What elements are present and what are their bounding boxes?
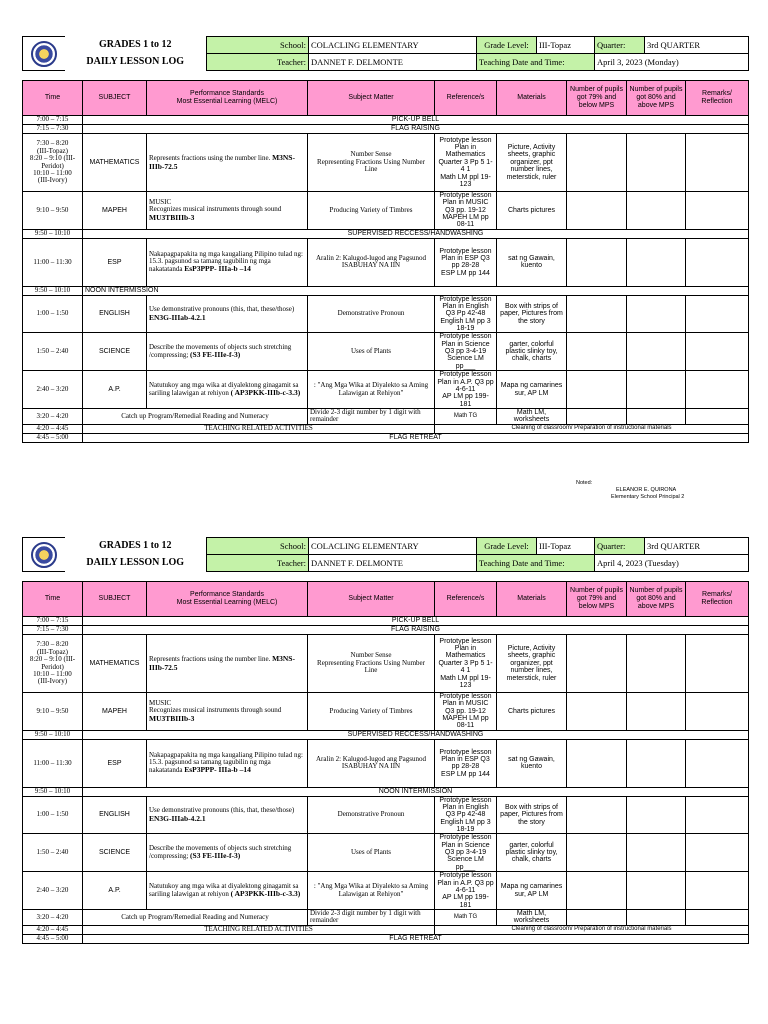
- lesson-log-1: [22, 36, 748, 443]
- table-row: [23, 371, 749, 409]
- empty-cell: [627, 872, 686, 910]
- table-row: [23, 635, 749, 693]
- time-cell: 7:30 – 8:20 (III-Topaz) 8:20 – 9:10 (III-Peridot) 10:10 – 11:00 (III-Ivory): [23, 635, 83, 693]
- column-header: Performance Standards Most Essential Learning (MELC): [147, 81, 308, 116]
- table-row: [23, 134, 749, 192]
- deped-seal-icon: [31, 542, 57, 568]
- table-row: [23, 617, 749, 626]
- subject-cell: MAPEH: [83, 693, 147, 731]
- column-header: Number of pupils got 80% and above MPS: [627, 582, 686, 617]
- table-row: [23, 192, 749, 230]
- empty-cell: [686, 333, 749, 371]
- teaching-activities-cell: TEACHING RELATED ACTIVITIES: [83, 424, 435, 433]
- subject-matter-cell: Demonstrative Pronoun: [308, 295, 435, 333]
- header-table: [22, 537, 749, 572]
- empty-cell: [686, 238, 749, 286]
- teacher-label: Teacher:: [207, 555, 309, 572]
- column-header: Subject Matter: [308, 582, 435, 617]
- reference-cell: Prototype lesson Plan in Mathematics Quarter 3 Pp 5 1-4 1 Math LM ppl 19-123: [435, 635, 497, 693]
- melc-code: ( AP3PKK-IIIb-c-3.3): [230, 889, 301, 899]
- time-cell: 9:50 – 10:10: [23, 286, 83, 295]
- column-header: Materials: [497, 81, 567, 116]
- time-cell: 1:00 – 1:50: [23, 796, 83, 834]
- time-cell: 7:30 – 8:20 (III-Topaz) 8:20 – 9:10 (III-Peridot) 10:10 – 11:00 (III-Ivory): [23, 134, 83, 192]
- table-row: [23, 739, 749, 787]
- quarter-label: Quarter:: [595, 37, 645, 54]
- reference-cell: Prototype lesson Plan in A.P. Q3 pp 4-6-11 AP LM pp 199-181: [435, 371, 497, 409]
- date-value: April 3, 2023 (Monday): [595, 54, 749, 71]
- empty-cell: [567, 371, 627, 409]
- table-row: [23, 424, 749, 433]
- subject-cell: SCIENCE: [83, 834, 147, 872]
- melc-text: Describe the movements of objects such stretching /compressing;: [149, 843, 292, 861]
- time-cell: 4:45 – 5:00: [23, 934, 83, 943]
- teaching-activities-cell: TEACHING RELATED ACTIVITIES: [83, 925, 435, 934]
- column-header: Performance Standards Most Essential Learning (MELC): [147, 582, 308, 617]
- column-header: Reference/s: [435, 582, 497, 617]
- column-header: Time: [23, 582, 83, 617]
- empty-cell: [567, 134, 627, 192]
- empty-cell: [567, 408, 627, 424]
- empty-cell: [686, 739, 749, 787]
- time-cell: 3:20 – 4:20: [23, 909, 83, 925]
- empty-cell: [686, 295, 749, 333]
- melc-text: Nakapagpapakita ng mga kaugaliang Pilipino tulad ng: 15.3. pagsunod sa tamang tagubilin ng mga nakatatanda: [149, 750, 303, 775]
- empty-cell: [567, 796, 627, 834]
- table-row: [23, 286, 749, 295]
- empty-cell: [686, 834, 749, 872]
- reference-cell: Prototype lesson Plan in Mathematics Quarter 3 Pp 5 1-4 1 Math LM ppl 19-123: [435, 134, 497, 192]
- column-header: Time: [23, 81, 83, 116]
- subject-matter-cell: Producing Variety of Timbres: [308, 192, 435, 230]
- subject-cell: SCIENCE: [83, 333, 147, 371]
- time-cell: 9:50 – 10:10: [23, 787, 83, 796]
- empty-cell: [627, 295, 686, 333]
- subject-cell: ENGLISH: [83, 796, 147, 834]
- subject-cell: ESP: [83, 238, 147, 286]
- quarter-label: Quarter:: [595, 538, 645, 555]
- melc-code: (S3 FE-IIIe-f-3): [190, 350, 241, 360]
- column-header: Number of pupils got 80% and above MPS: [627, 81, 686, 116]
- column-header: Subject Matter: [308, 81, 435, 116]
- melc-text: Natutukoy ang mga wika at diyalektong ginagamit sa sariling lalawigan at rehiyon: [149, 380, 299, 398]
- header-table: [22, 36, 749, 71]
- reference-cell: Prototype lesson Plan in A.P. Q3 pp 4-6-11 AP LM pp 199-181: [435, 872, 497, 910]
- materials-cell: Picture, Activity sheets, graphic organizer, ppt number lines, meterstick, ruler: [497, 635, 567, 693]
- subject-matter-cell: Uses of Plants: [308, 834, 435, 872]
- table-row: [23, 934, 749, 943]
- title-line1: GRADES 1 to 12: [98, 539, 172, 551]
- materials-cell: Math LM, worksheets: [497, 408, 567, 424]
- melc-cell: [147, 333, 308, 371]
- datetime-label: Teaching Date and Time:: [477, 555, 595, 572]
- table-row: [23, 834, 749, 872]
- grade-label: Grade Level:: [477, 37, 537, 54]
- table-row: [23, 116, 749, 125]
- materials-cell: sat ng Gawain, kuento: [497, 238, 567, 286]
- subject-matter-cell: Aralin 2: Kalugod-lugod ang Pagsunod ISABUHAY NA IIN: [308, 739, 435, 787]
- activity-cell: PICK-UP BELL: [83, 617, 749, 626]
- reference-cell: Prototype lesson Plan in Science Q3 pp 3-4-19 Science LM pp___: [435, 333, 497, 371]
- empty-cell: [567, 834, 627, 872]
- table-row: [23, 730, 749, 739]
- reference-cell: Prototype lesson Plan in MUSIC Q3 pp. 19-12 MAPEH LM pp 08-11: [435, 693, 497, 731]
- cleaning-cell: Cleaning of classroom/ Preparation of instructional materials: [435, 925, 749, 934]
- activity-cell: FLAG RAISING: [83, 125, 749, 134]
- table-row: [23, 787, 749, 796]
- column-header: Remarks/ Reflection: [686, 81, 749, 116]
- catch-up-cell: Catch up Program/Remedial Reading and Numeracy: [83, 408, 308, 424]
- empty-cell: [686, 635, 749, 693]
- empty-cell: [627, 834, 686, 872]
- empty-cell: [567, 238, 627, 286]
- empty-cell: [567, 693, 627, 731]
- time-cell: 9:10 – 9:50: [23, 192, 83, 230]
- column-header: Materials: [497, 582, 567, 617]
- empty-cell: [567, 295, 627, 333]
- table-row: [23, 229, 749, 238]
- subject-matter-cell: : "Ang Mga Wika at Diyalekto sa Aming Lalawigan at Rehiyon": [308, 371, 435, 409]
- table-row: [23, 925, 749, 934]
- melc-text: Use demonstrative pronouns (this, that, these/those): [149, 305, 295, 314]
- empty-cell: [686, 909, 749, 925]
- time-cell: 2:40 – 3:20: [23, 371, 83, 409]
- empty-cell: [627, 909, 686, 925]
- melc-text: Describe the movements of objects such stretching /compressing;: [149, 342, 292, 360]
- time-cell: 1:00 – 1:50: [23, 295, 83, 333]
- grade-value: III-Topaz: [537, 538, 595, 555]
- teacher-label: Teacher:: [207, 54, 309, 71]
- activity-cell: NOON INTERMISSION: [83, 286, 749, 295]
- melc-code: EsP3PPP- IIIa-b –14: [184, 264, 251, 274]
- reference-cell: Prototype lesson Plan in MUSIC Q3 pp. 19-12 MAPEH LM pp 08-11: [435, 192, 497, 230]
- subject-matter-cell: Number Sense Representing Fractions Using Number Line: [308, 134, 435, 192]
- teacher-value: DANNET F. DELMONTE: [309, 54, 477, 71]
- catch-up-cell: Catch up Program/Remedial Reading and Numeracy: [83, 909, 308, 925]
- quarter-value: 3rd QUARTER: [645, 37, 749, 54]
- melc-cell: [147, 192, 308, 230]
- melc-code: ( AP3PKK-IIIb-c-3.3): [230, 388, 301, 398]
- table-row: [23, 872, 749, 910]
- reference-cell: Prototype lesson Plan in ESP Q3 pp 28-28 ESP LM pp 144: [435, 739, 497, 787]
- time-cell: 11:00 – 11:30: [23, 238, 83, 286]
- subject-cell: MAPEH: [83, 192, 147, 230]
- melc-cell: [147, 371, 308, 409]
- empty-cell: [627, 371, 686, 409]
- lesson-log-2: [22, 537, 748, 944]
- table-row: [23, 295, 749, 333]
- subject-matter-cell: Divide 2-3 digit number by 1 digit with remainder: [308, 408, 435, 424]
- subject-matter-cell: Aralin 2: Kalugod-lugod ang Pagsunod ISABUHAY NA IIN: [308, 238, 435, 286]
- title-line1: GRADES 1 to 12: [98, 38, 172, 50]
- datetime-label: Teaching Date and Time:: [477, 54, 595, 71]
- empty-cell: [627, 192, 686, 230]
- materials-cell: Picture, Activity sheets, graphic organizer, ppt number lines, meterstick, ruler: [497, 134, 567, 192]
- table-row: [23, 796, 749, 834]
- table-row: [23, 909, 749, 925]
- time-cell: 11:00 – 11:30: [23, 739, 83, 787]
- reference-cell: Prototype lesson Plan in ESP Q3 pp 28-28 ESP LM pp 144: [435, 238, 497, 286]
- melc-cell: [147, 295, 308, 333]
- empty-cell: [627, 134, 686, 192]
- melc-code: M3NS-IIIb-72.5: [149, 654, 295, 672]
- table-row: [23, 238, 749, 286]
- deped-seal-cell: [23, 37, 65, 71]
- melc-code: EN3G-IIIab-4.2.1: [149, 312, 206, 322]
- subject-cell: ENGLISH: [83, 295, 147, 333]
- school-value: COLACLING ELEMENTARY: [309, 538, 477, 555]
- empty-cell: [686, 192, 749, 230]
- melc-text: Represents fractions using the number line.: [149, 154, 271, 163]
- activity-cell: FLAG RAISING: [83, 626, 749, 635]
- empty-cell: [686, 796, 749, 834]
- time-cell: 4:45 – 5:00: [23, 433, 83, 442]
- activity-cell: SUPERVISED RECCESS/HANDWASHING: [83, 730, 749, 739]
- time-cell: 7:15 – 7:30: [23, 626, 83, 635]
- time-cell: 7:15 – 7:30: [23, 125, 83, 134]
- empty-cell: [627, 739, 686, 787]
- materials-cell: Box with strips of paper, Pictures from the story: [497, 295, 567, 333]
- melc-text: Use demonstrative pronouns (this, that, these/those): [149, 806, 295, 815]
- table-row: [23, 408, 749, 424]
- melc-text: MUSIC Recognizes musical instruments through sound: [149, 197, 282, 214]
- melc-code: (S3 FE-IIIe-f-3): [190, 851, 241, 861]
- empty-cell: [627, 693, 686, 731]
- principal-position: Elementary School Principal 2: [611, 494, 685, 500]
- melc-cell: [147, 739, 308, 787]
- melc-text: MUSIC Recognizes musical instruments through sound: [149, 698, 282, 715]
- principal-name: ELEANOR E. QUIRONA: [616, 487, 677, 493]
- empty-cell: [627, 796, 686, 834]
- time-cell: 9:50 – 10:10: [23, 730, 83, 739]
- materials-cell: Box with strips of paper, Pictures from the story: [497, 796, 567, 834]
- school-value: COLACLING ELEMENTARY: [309, 37, 477, 54]
- materials-cell: sat ng Gawain, kuento: [497, 739, 567, 787]
- title-line2: DAILY LESSON LOG: [86, 556, 185, 568]
- deped-seal-icon: [31, 41, 57, 67]
- column-header: Number of pupils got 79% and below MPS: [567, 582, 627, 617]
- time-cell: 4:20 – 4:45: [23, 424, 83, 433]
- materials-cell: Charts pictures: [497, 192, 567, 230]
- materials-cell: Mapa ng camarines sur, AP LM: [497, 371, 567, 409]
- empty-cell: [686, 693, 749, 731]
- column-header: Remarks/ Reflection: [686, 582, 749, 617]
- empty-cell: [567, 739, 627, 787]
- melc-code: M3NS-IIIb-72.5: [149, 153, 295, 171]
- subject-matter-cell: : "Ang Mga Wika at Diyalekto sa Aming Lalawigan at Rehiyon": [308, 872, 435, 910]
- empty-cell: [567, 909, 627, 925]
- reference-cell: Prototype lesson Plan in English Q3 Pp 42-48 English LM pp 3 18-19: [435, 295, 497, 333]
- empty-cell: [627, 635, 686, 693]
- melc-text: Represents fractions using the number line.: [149, 655, 271, 664]
- materials-cell: Charts pictures: [497, 693, 567, 731]
- reference-cell: Prototype lesson Plan in English Q3 Pp 42-48 English LM pp 3 18-19: [435, 796, 497, 834]
- lesson-table: [22, 80, 749, 443]
- subject-matter-cell: Uses of Plants: [308, 333, 435, 371]
- melc-cell: [147, 238, 308, 286]
- reference-cell: Prototype lesson Plan in Science Q3 pp 3-4-19 Science LM pp___: [435, 834, 497, 872]
- empty-cell: [686, 134, 749, 192]
- melc-cell: [147, 872, 308, 910]
- subject-matter-cell: Number Sense Representing Fractions Using Number Line: [308, 635, 435, 693]
- reference-cell: Math TG: [435, 408, 497, 424]
- teacher-value: DANNET F. DELMONTE: [309, 555, 477, 572]
- materials-cell: garter, colorful plastic slinky toy, chalk, charts: [497, 834, 567, 872]
- column-header: SUBJECT: [83, 81, 147, 116]
- subject-cell: A.P.: [83, 872, 147, 910]
- grade-value: III-Topaz: [537, 37, 595, 54]
- melc-cell: [147, 693, 308, 731]
- empty-cell: [567, 192, 627, 230]
- time-cell: 9:50 – 10:10: [23, 229, 83, 238]
- time-cell: 3:20 – 4:20: [23, 408, 83, 424]
- melc-cell: [147, 134, 308, 192]
- time-cell: 4:20 – 4:45: [23, 925, 83, 934]
- table-row: [23, 433, 749, 442]
- column-header: Number of pupils got 79% and below MPS: [567, 81, 627, 116]
- school-label: School:: [207, 37, 309, 54]
- activity-cell: FLAG RETREAT: [83, 433, 749, 442]
- empty-cell: [567, 333, 627, 371]
- cleaning-cell: Cleaning of classroom/ Preparation of instructional materials: [435, 424, 749, 433]
- activity-cell: SUPERVISED RECCESS/HANDWASHING: [83, 229, 749, 238]
- subject-matter-cell: Producing Variety of Timbres: [308, 693, 435, 731]
- empty-cell: [567, 872, 627, 910]
- subject-matter-cell: Demonstrative Pronoun: [308, 796, 435, 834]
- quarter-value: 3rd QUARTER: [645, 538, 749, 555]
- melc-cell: [147, 796, 308, 834]
- time-cell: 7:00 – 7:15: [23, 116, 83, 125]
- table-row: [23, 693, 749, 731]
- empty-cell: [627, 238, 686, 286]
- grade-label: Grade Level:: [477, 538, 537, 555]
- noted-label: Noted:: [576, 480, 593, 486]
- materials-cell: garter, colorful plastic slinky toy, chalk, charts: [497, 333, 567, 371]
- melc-cell: [147, 635, 308, 693]
- activity-cell: NOON INTERMISSION: [83, 787, 749, 796]
- subject-cell: MATHEMATICS: [83, 635, 147, 693]
- reference-cell: Math TG: [435, 909, 497, 925]
- empty-cell: [686, 371, 749, 409]
- melc-cell: [147, 834, 308, 872]
- deped-seal-cell: [23, 538, 65, 572]
- title-line2: DAILY LESSON LOG: [86, 55, 185, 67]
- column-header: SUBJECT: [83, 582, 147, 617]
- subject-cell: ESP: [83, 739, 147, 787]
- time-cell: 9:10 – 9:50: [23, 693, 83, 731]
- subject-matter-cell: Divide 2-3 digit number by 1 digit with remainder: [308, 909, 435, 925]
- lesson-table: [22, 581, 749, 944]
- time-cell: 7:00 – 7:15: [23, 617, 83, 626]
- materials-cell: Math LM, worksheets: [497, 909, 567, 925]
- column-header: Reference/s: [435, 81, 497, 116]
- melc-code: EN3G-IIIab-4.2.1: [149, 813, 206, 823]
- melc-text: Natutukoy ang mga wika at diyalektong ginagamit sa sariling lalawigan at rehiyon: [149, 881, 299, 899]
- empty-cell: [567, 635, 627, 693]
- table-row: [23, 626, 749, 635]
- date-value: April 4, 2023 (Tuesday): [595, 555, 749, 572]
- empty-cell: [627, 333, 686, 371]
- melc-text: Nakapagpapakita ng mga kaugaliang Pilipino tulad ng: 15.3. pagsunod sa tamang tagubilin ng mga nakatatanda: [149, 249, 303, 274]
- school-label: School:: [207, 538, 309, 555]
- empty-cell: [627, 408, 686, 424]
- activity-cell: PICK-UP BELL: [83, 116, 749, 125]
- melc-code: MU3TBIIIb-3: [149, 212, 195, 222]
- subject-cell: MATHEMATICS: [83, 134, 147, 192]
- subject-cell: A.P.: [83, 371, 147, 409]
- time-cell: 1:50 – 2:40: [23, 333, 83, 371]
- empty-cell: [686, 872, 749, 910]
- melc-code: MU3TBIIIb-3: [149, 713, 195, 723]
- table-row: [23, 333, 749, 371]
- empty-cell: [686, 408, 749, 424]
- table-row: [23, 125, 749, 134]
- materials-cell: Mapa ng camarines sur, AP LM: [497, 872, 567, 910]
- activity-cell: FLAG RETREAT: [83, 934, 749, 943]
- time-cell: 2:40 – 3:20: [23, 872, 83, 910]
- time-cell: 1:50 – 2:40: [23, 834, 83, 872]
- melc-code: EsP3PPP- IIIa-b –14: [184, 765, 251, 775]
